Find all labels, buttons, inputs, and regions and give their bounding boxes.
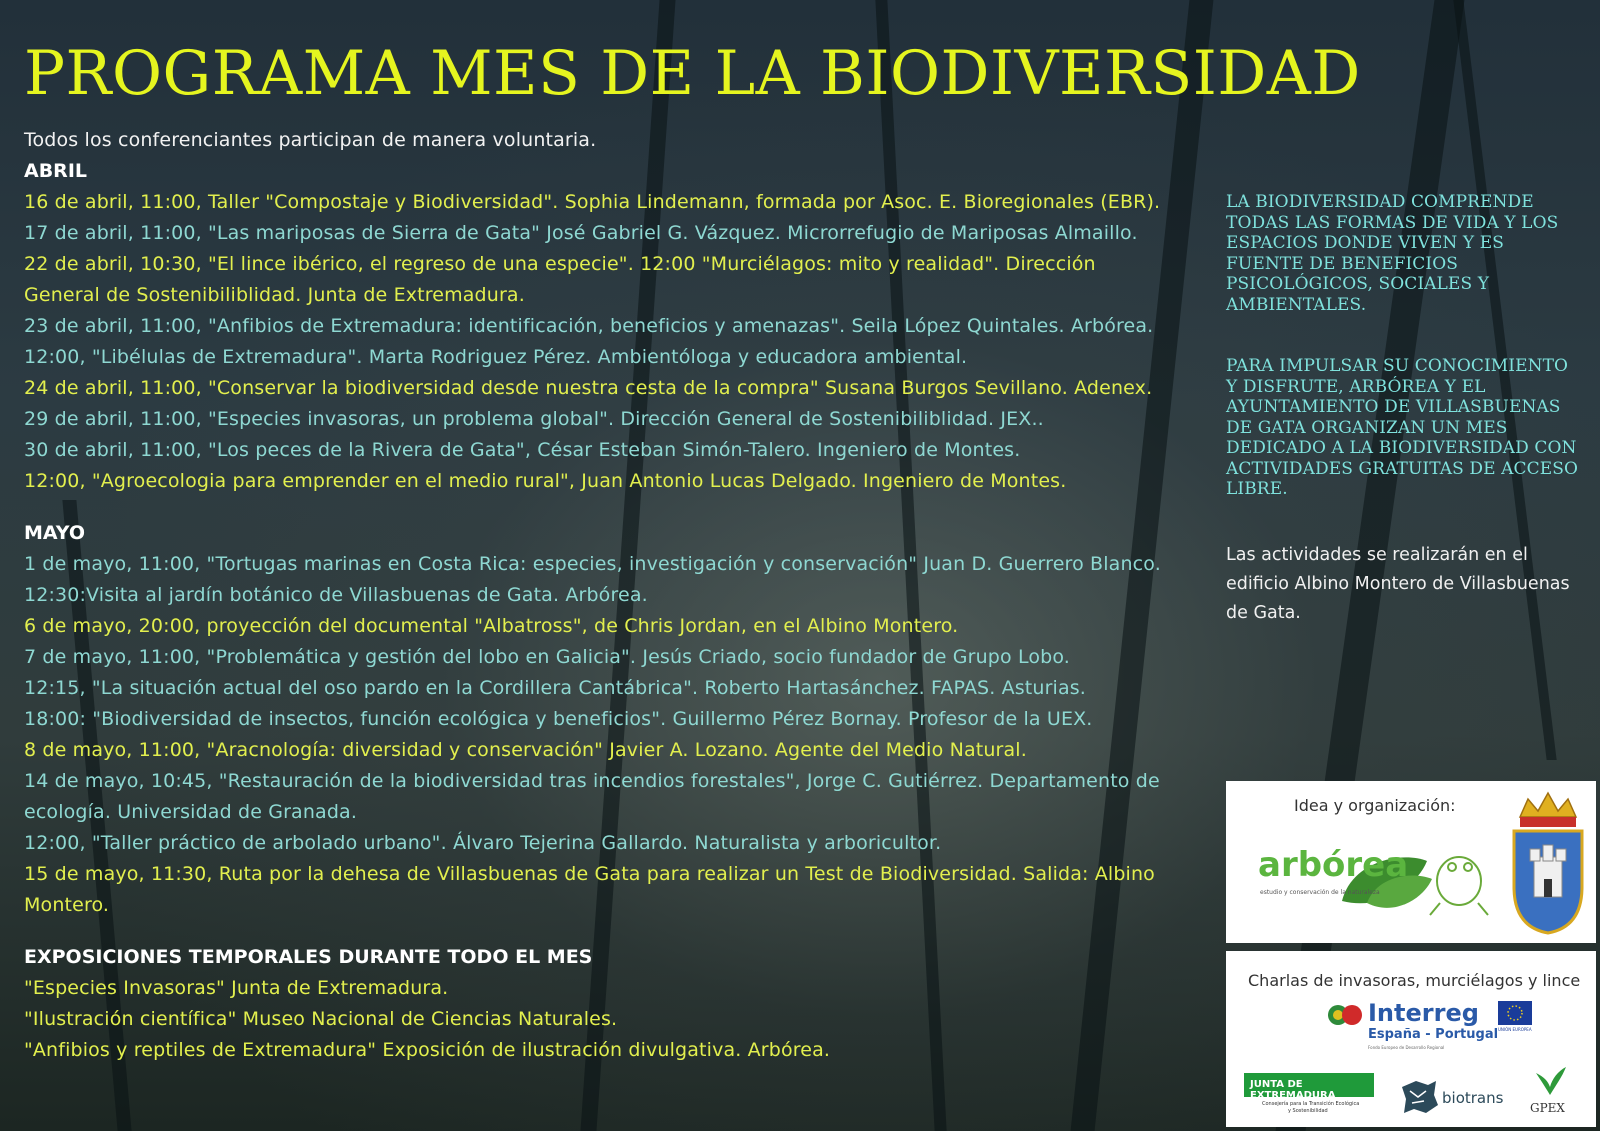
arborea-tagline: estudio y conservación de la naturaleza [1260,889,1380,896]
list-item: 16 de abril, 11:00, Taller "Compostaje y Biodiversidad". Sophia Lindemann, formada por Asoc. E. Bioregionales (EBR). [24,191,1161,213]
list-item: 12:00, "Agroecologia para emprender en el medio rural", Juan Antonio Lucas Delgado. Ingeniero de Montes. [24,470,1067,492]
interreg-subtitle: España - Portugal [1368,1027,1499,1042]
arborea-wordmark: arbórea [1258,845,1409,885]
list-item: 15 de mayo, 11:30, Ruta por la dehesa de Villasbuenas de Gata para realizar un Test de Biodiversidad. Salida: Albino Montero. [24,863,1155,916]
list-item: 22 de abril, 10:30, "El lince ibérico, el regreso de una especie". 12:00 "Murciélagos: mito y realidad". Dirección General de Sostenibiliblidad. Junta de Extremadura. [24,253,1096,306]
junta-wordmark: JUNTA DE EXTREMADURA [1250,1079,1336,1101]
villasbuenas-coat-of-arms [1508,787,1588,937]
list-item: "Ilustración científica" Museo Nacional de Ciencias Naturales. [24,1008,618,1030]
eu-flag-icon [1498,1001,1532,1025]
list-item: 8 de mayo, 11:00, "Aracnología: diversidad y conservación" Javier A. Lozano. Agente del Medio Natural. [24,739,1027,761]
list-item: 29 de abril, 11:00, "Especies invasoras, un problema global". Dirección General de Sostenibiliblidad. JEX.. [24,408,1044,430]
list-item: 12:15, "La situación actual del oso pardo en la Cordillera Cantábrica". Roberto Hartasánchez. FAPAS. Asturias. [24,677,1086,699]
sponsor-logos-box [1226,951,1596,1127]
interreg-fund-label: Fondo Europeo de Desarrollo Regional [1368,1045,1445,1050]
section-heading-exposiciones: EXPOSICIONES TEMPORALES DURANTE TODO EL MES [24,946,593,968]
organizer-label: Idea y organización: [1294,796,1456,815]
list-item: "Anfibios y reptiles de Extremadura" Exposición de ilustración divulgativa. Arbórea. [24,1039,831,1061]
intro-text: Todos los conferenciantes participan de manera voluntaria. [24,129,597,151]
sidebar-blurb-organizers: PARA IMPULSAR SU CONOCIMIENTO Y DISFRUTE, ARBÓREA Y EL AYUNTAMIENTO DE VILLASBUENAS DE GATA ORGANIZAN UN MES DEDICADO A LA BIODIVERSIDAD CON ACTIVIDADES GRATUITAS DE ACCESO LIBRE. [1226,356,1578,499]
portugal-spain-flag-icon [1326,1003,1366,1027]
section-heading-abril: ABRIL [24,160,87,182]
junta-subtitle: Consejería para la Transición Ecológica [1262,1101,1360,1107]
biotrans-map-icon [1398,1077,1440,1117]
talks-sponsor-label: Charlas de invasoras, murciélagos y lince [1248,971,1581,990]
organizer-logos-box [1226,781,1596,943]
list-item: 7 de mayo, 11:00, "Problemática y gestión del lobo en Galicia". Jesús Criado, socio fundador de Grupo Lobo. [24,646,1070,668]
list-item: 14 de mayo, 10:45, "Restauración de la biodiversidad tras incendios forestales", Jorge C. Gutiérrez. Departamento de ecología. Universidad de Granada. [24,770,1160,823]
biotrans-wordmark: biotrans [1442,1089,1504,1107]
list-item: 18:00: "Biodiversidad de insectos, función ecológica y beneficios". Guillermo Pérez Bornay. Profesor de la UEX. [24,708,1093,730]
list-item: 17 de abril, 11:00, "Las mariposas de Sierra de Gata" José Gabriel G. Vázquez. Microrrefugio de Mariposas Almaillo. [24,222,1138,244]
interreg-logo [1326,999,1546,1055]
list-item: 6 de mayo, 20:00, proyección del documental "Albatross", de Chris Jordan, en el Albino Montero. [24,615,959,637]
biotrans-logo [1398,1077,1518,1117]
list-item: 30 de abril, 11:00, "Los peces de la Rivera de Gata", César Esteban Simón-Talero. Ingeniero de Montes. [24,439,1021,461]
eu-label: UNIÓN EUROPEA [1498,1027,1532,1032]
list-item: 12:30:Visita al jardín botánico de Villasbuenas de Gata. Arbórea. [24,584,648,606]
sidebar-blurb-biodiversity: LA BIODIVERSIDAD COMPRENDE TODAS LAS FORMAS DE VIDA Y LOS ESPACIOS DONDE VIVEN Y ES FUENTE DE BENEFICIOS PSICOLÓGICOS, SOCIALES Y AMBIENTALES. [1226,192,1559,315]
sidebar [1226,192,1584,628]
junta-subtitle: y Sostenibilidad [1288,1108,1328,1114]
gpex-wordmark: GPEX [1530,1101,1565,1115]
sidebar-venue-text: Las actividades se realizarán en el edificio Albino Montero de Villasbuenas de Gata. [1226,544,1570,623]
list-item: 12:00, "Taller práctico de arbolado urbano". Álvaro Tejerina Gallardo. Naturalista y arboricultor. [24,832,942,854]
arborea-logo [1252,831,1502,921]
junta-extremadura-logo [1244,1073,1378,1121]
coat-of-arms-icon [1508,787,1588,937]
page-title: PROGRAMA MES DE LA BIODIVERSIDAD [24,38,1361,109]
gpex-bird-icon [1530,1065,1570,1099]
interreg-wordmark: Interreg [1368,999,1479,1027]
list-item: 23 de abril, 11:00, "Anfibios de Extremadura: identificación, beneficios y amenazas". Seila López Quintales. Arbórea. [24,315,1154,337]
program-column [24,125,1204,1066]
gpex-logo [1526,1065,1576,1121]
section-heading-mayo: MAYO [24,522,86,544]
list-item: "Especies Invasoras" Junta de Extremadura. [24,977,449,999]
list-item: 12:00, "Libélulas de Extremadura". Marta Rodriguez Pérez. Ambientóloga y educadora ambiental. [24,346,968,368]
list-item: 24 de abril, 11:00, "Conservar la biodiversidad desde nuestra cesta de la compra" Susana Burgos Sevillano. Adenex. [24,377,1153,399]
list-item: 1 de mayo, 11:00, "Tortugas marinas en Costa Rica: especies, investigación y conservación" Juan D. Guerrero Blanco. [24,553,1161,575]
